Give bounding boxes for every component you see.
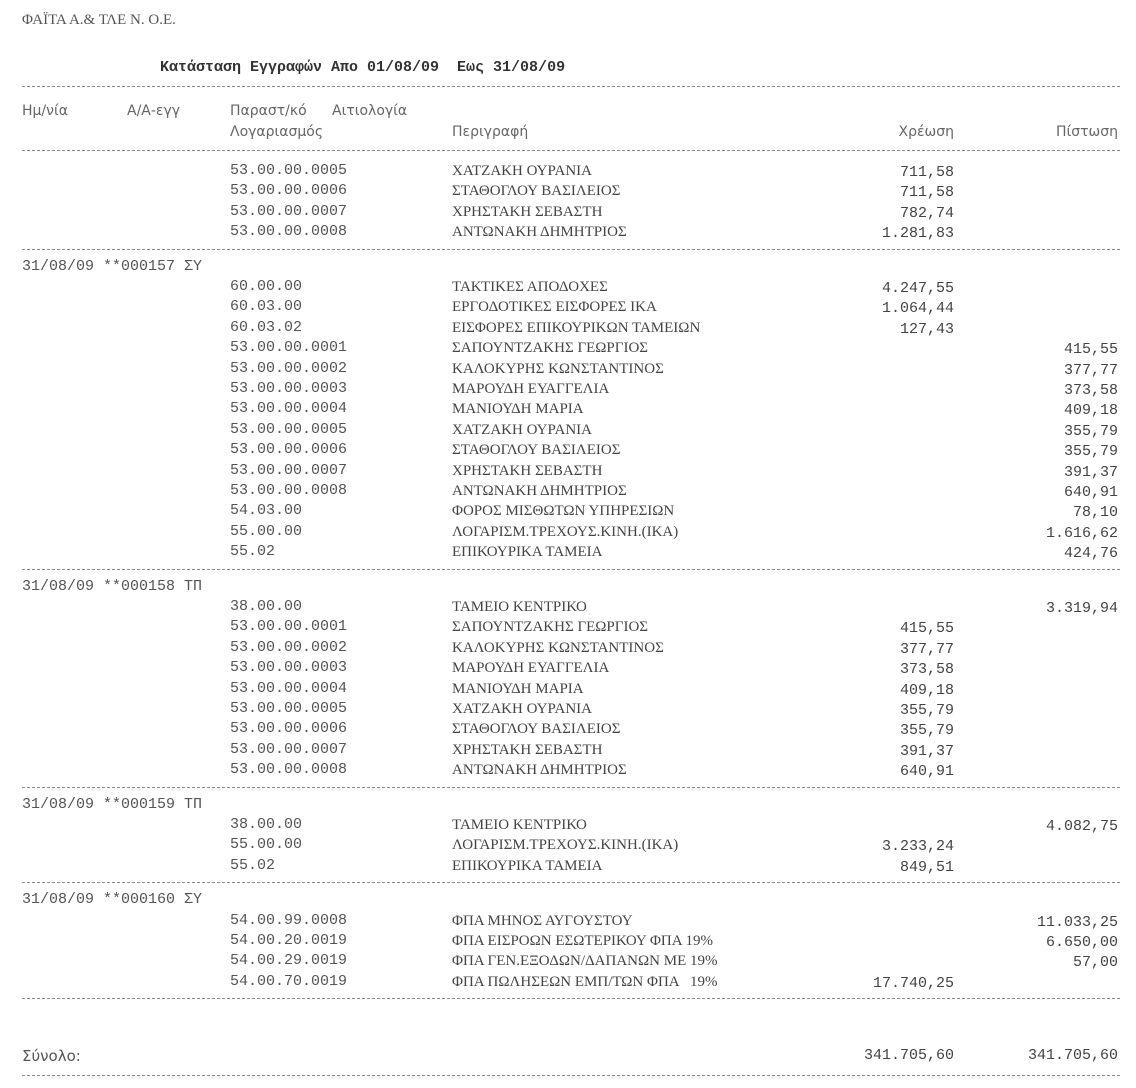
account-code: 53.00.00.0006 bbox=[230, 441, 348, 459]
debit-amount: 711,58 bbox=[899, 184, 954, 202]
account-description: ΑΝΤΩΝΑΚΗ ΔΗΜΗΤΡΙΟΣ bbox=[452, 483, 627, 499]
account-description: ΣΤΑΘΟΓΛΟΥ ΒΑΣΙΛΕΙΟΣ bbox=[452, 442, 621, 459]
company-name: ΦΑΪΤΑ Α.& ΤΛΕ Ν. Ο.Ε. bbox=[22, 12, 176, 28]
account-code: 53.00.00.0006 bbox=[230, 720, 348, 738]
account-code: 53.00.00.0005 bbox=[230, 700, 348, 717]
account-code: 53.00.00.0002 bbox=[230, 359, 348, 377]
credit-amount: 391,37 bbox=[1063, 463, 1118, 481]
divider bbox=[22, 569, 1120, 570]
debit-amount: 3.233,24 bbox=[881, 838, 954, 856]
account-code: 55.02 bbox=[230, 856, 276, 874]
account-code: 53.00.00.0004 bbox=[230, 400, 348, 418]
account-code: 53.00.00.0008 bbox=[230, 482, 348, 499]
account-description: ΧΡΗΣΤΑΚΗ ΣΕΒΑΣΤΗ bbox=[452, 203, 603, 220]
account-code: 54.00.70.0019 bbox=[230, 972, 348, 990]
divider bbox=[22, 998, 1120, 999]
account-code: 54.00.20.0019 bbox=[230, 932, 348, 949]
account-code: 53.00.00.0008 bbox=[230, 223, 348, 241]
total-credit: 341.705,60 bbox=[1027, 1047, 1118, 1064]
credit-amount: 355,79 bbox=[1063, 443, 1118, 461]
debit-amount: 17.740,25 bbox=[872, 974, 954, 992]
credit-amount: 6.650,00 bbox=[1045, 934, 1118, 951]
credit-amount: 355,79 bbox=[1063, 422, 1118, 440]
account-description: ΜΑΡΟΥΔΗ ΕΥΑΓΓΕΛΙΑ bbox=[452, 381, 610, 397]
account-description: ΛΟΓΑΡΙΣΜ.ΤΡΕΧΟΥΣ.ΚΙΝΗ.(ΙΚΑ) bbox=[452, 837, 679, 854]
account-description: ΑΝΤΩΝΑΚΗ ΔΗΜΗΤΡΙΟΣ bbox=[452, 224, 627, 241]
account-description: ΣΤΑΘΟΓΛΟΥ ΒΑΣΙΛΕΙΟΣ bbox=[452, 721, 621, 738]
account-description: ΕΠΙΚΟΥΡΙΚΑ ΤΑΜΕΙΑ bbox=[452, 857, 603, 874]
entry-header: 31/08/09 **000160 ΣΥ bbox=[22, 891, 203, 909]
account-description: ΤΑΜΕΙΟ ΚΕΝΤΡΙΚΟ bbox=[452, 599, 587, 615]
total-debit: 341.705,60 bbox=[863, 1047, 954, 1064]
header-debit: Χρέωση bbox=[898, 124, 954, 140]
account-description: ΧΑΤΖΑΚΗ ΟΥΡΑΝΙΑ bbox=[452, 701, 592, 717]
debit-amount: 373,58 bbox=[899, 661, 954, 679]
account-description: ΑΝΤΩΝΑΚΗ ΔΗΜΗΤΡΙΟΣ bbox=[452, 762, 627, 779]
account-code: 55.00.00 bbox=[230, 836, 303, 854]
account-code: 60.03.00 bbox=[230, 298, 303, 316]
account-code: 53.00.00.0003 bbox=[230, 659, 348, 677]
header-doc: Παραστ/κό bbox=[230, 103, 307, 119]
account-description: ΧΡΗΣΤΑΚΗ ΣΕΒΑΣΤΗ bbox=[452, 462, 603, 479]
divider bbox=[22, 86, 1120, 87]
account-description: ΜΑΝΙΟΥΔΗ ΜΑΡΙΑ bbox=[452, 401, 584, 418]
account-description: ΜΑΡΟΥΔΗ ΕΥΑΓΓΕΛΙΑ bbox=[452, 660, 610, 677]
credit-amount: 373,58 bbox=[1063, 382, 1118, 399]
debit-amount: 849,51 bbox=[899, 858, 954, 876]
report-title: Κατάσταση Εγγραφών Απο 01/08/09 Εως 31/08/09 bbox=[160, 59, 566, 76]
debit-amount: 415,55 bbox=[899, 620, 954, 638]
debit-amount: 355,79 bbox=[899, 722, 954, 740]
account-code: 54.03.00 bbox=[230, 502, 303, 520]
account-code: 53.00.00.0003 bbox=[230, 380, 348, 397]
debit-amount: 1.064,44 bbox=[881, 300, 954, 318]
account-description: ΕΠΙΚΟΥΡΙΚΑ ΤΑΜΕΙΑ bbox=[452, 544, 603, 561]
entry-header: 31/08/09 **000158 ΤΠ bbox=[22, 577, 203, 595]
credit-amount: 377,77 bbox=[1063, 361, 1118, 379]
header-entry: Α/Α-εγγ bbox=[127, 103, 181, 119]
account-code: 38.00.00 bbox=[230, 598, 303, 615]
divider bbox=[22, 150, 1120, 151]
credit-amount: 415,55 bbox=[1063, 341, 1118, 359]
account-code: 53.00.00.0004 bbox=[230, 679, 348, 697]
account-code: 60.03.02 bbox=[230, 318, 303, 336]
account-description: ΛΟΓΑΡΙΣΜ.ΤΡΕΧΟΥΣ.ΚΙΝΗ.(ΙΚΑ) bbox=[452, 523, 679, 540]
debit-amount: 127,43 bbox=[899, 320, 954, 338]
debit-amount: 377,77 bbox=[899, 640, 954, 658]
account-description: ΧΑΤΖΑΚΗ ΟΥΡΑΝΙΑ bbox=[452, 163, 592, 179]
account-description: ΦΠΑ ΕΙΣΡΟΩΝ ΕΣΩΤΕΡΙΚΟΥ ΦΠΑ 19% bbox=[452, 933, 714, 949]
debit-amount: 711,58 bbox=[899, 164, 954, 181]
credit-amount: 57,00 bbox=[1072, 954, 1118, 972]
account-description: ΚΑΛΟΚΥΡΗΣ ΚΩΝΣΤΑΝΤΙΝΟΣ bbox=[452, 639, 664, 656]
account-description: ΜΑΝΙΟΥΔΗ ΜΑΡΙΑ bbox=[452, 680, 584, 697]
debit-amount: 355,79 bbox=[899, 702, 954, 719]
account-description: ΦΠΑ ΜΗΝΟΣ ΑΥΓΟΥΣΤΟΥ bbox=[452, 912, 633, 929]
account-code: 53.00.00.0007 bbox=[230, 740, 348, 758]
account-description: ΣΤΑΘΟΓΛΟΥ ΒΑΣΙΛΕΙΟΣ bbox=[452, 183, 621, 200]
account-code: 55.00.00 bbox=[230, 522, 303, 540]
account-code: 53.00.00.0006 bbox=[230, 182, 348, 200]
account-code: 38.00.00 bbox=[230, 816, 303, 833]
account-description: ΤΑΚΤΙΚΕΣ ΑΠΟΔΟΧΕΣ bbox=[452, 279, 608, 295]
account-description: ΦΠΑ ΠΩΛΗΣΕΩΝ ΕΜΠ/ΤΩΝ ΦΠΑ 19% bbox=[452, 973, 718, 990]
header-credit: Πίστωση bbox=[1055, 124, 1118, 140]
account-code: 53.00.00.0005 bbox=[230, 420, 348, 438]
account-code: 53.00.00.0007 bbox=[230, 202, 348, 220]
account-code: 53.00.00.0001 bbox=[230, 618, 348, 636]
total-label: Σύνολο: bbox=[22, 1047, 81, 1065]
account-code: 53.00.00.0002 bbox=[230, 638, 348, 656]
header-description: Περιγραφή bbox=[452, 124, 529, 140]
debit-amount: 640,91 bbox=[899, 763, 954, 781]
account-description: ΣΑΠΟΥΝΤΖΑΚΗΣ ΓΕΩΡΓΙΟΣ bbox=[452, 619, 649, 636]
header-account: Λογαριασμός bbox=[230, 124, 324, 140]
account-code: 53.00.00.0008 bbox=[230, 761, 348, 779]
header-reason: Αιτιολογία bbox=[332, 103, 408, 119]
account-code: 55.02 bbox=[230, 543, 276, 561]
credit-amount: 1.616,62 bbox=[1045, 524, 1118, 542]
divider bbox=[22, 882, 1120, 883]
entry-header: 31/08/09 **000157 ΣΥ bbox=[22, 257, 203, 275]
account-code: 54.00.29.0019 bbox=[230, 952, 348, 970]
credit-amount: 424,76 bbox=[1063, 545, 1118, 563]
account-description: ΕΙΣΦΟΡΕΣ ΕΠΙΚΟΥΡΙΚΩΝ ΤΑΜΕΙΩΝ bbox=[452, 319, 701, 336]
account-code: 53.00.00.0007 bbox=[230, 461, 348, 479]
account-description: ΧΑΤΖΑΚΗ ΟΥΡΑΝΙΑ bbox=[452, 421, 592, 438]
credit-amount: 409,18 bbox=[1063, 402, 1118, 420]
credit-amount: 640,91 bbox=[1063, 484, 1118, 501]
credit-amount: 78,10 bbox=[1072, 504, 1118, 522]
debit-amount: 391,37 bbox=[899, 742, 954, 760]
debit-amount: 782,74 bbox=[899, 204, 954, 222]
divider bbox=[22, 787, 1120, 788]
divider bbox=[22, 249, 1120, 250]
debit-amount: 4.247,55 bbox=[881, 280, 954, 297]
account-code: 60.00.00 bbox=[230, 278, 303, 295]
debit-amount: 409,18 bbox=[899, 681, 954, 699]
entry-header: 31/08/09 **000159 ΤΠ bbox=[22, 795, 203, 813]
credit-amount: 3.319,94 bbox=[1045, 600, 1118, 617]
credit-amount: 11.033,25 bbox=[1036, 913, 1118, 931]
account-description: ΦΟΡΟΣ ΜΙΣΘΩΤΩΝ ΥΠΗΡΕΣΙΩΝ bbox=[452, 503, 675, 520]
account-code: 53.00.00.0005 bbox=[230, 162, 348, 179]
account-description: ΤΑΜΕΙΟ ΚΕΝΤΡΙΚΟ bbox=[452, 817, 587, 833]
credit-amount: 4.082,75 bbox=[1045, 818, 1118, 835]
account-description: ΧΡΗΣΤΑΚΗ ΣΕΒΑΣΤΗ bbox=[452, 741, 603, 758]
account-description: ΦΠΑ ΓΕΝ.ΕΞΟΔΩΝ/ΔΑΠΑΝΩΝ ΜΕ 19% bbox=[452, 953, 718, 970]
header-date: Ημ/νία bbox=[22, 103, 68, 119]
account-code: 53.00.00.0001 bbox=[230, 339, 348, 357]
account-code: 54.00.99.0008 bbox=[230, 911, 348, 929]
account-description: ΕΡΓΟΔΟΤΙΚΕΣ ΕΙΣΦΟΡΕΣ ΙΚΑ bbox=[452, 299, 657, 316]
debit-amount: 1.281,83 bbox=[881, 225, 954, 243]
account-description: ΣΑΠΟΥΝΤΖΑΚΗΣ ΓΕΩΡΓΙΟΣ bbox=[452, 340, 649, 357]
divider bbox=[22, 1075, 1120, 1076]
account-description: ΚΑΛΟΚΥΡΗΣ ΚΩΝΣΤΑΝΤΙΝΟΣ bbox=[452, 360, 664, 377]
